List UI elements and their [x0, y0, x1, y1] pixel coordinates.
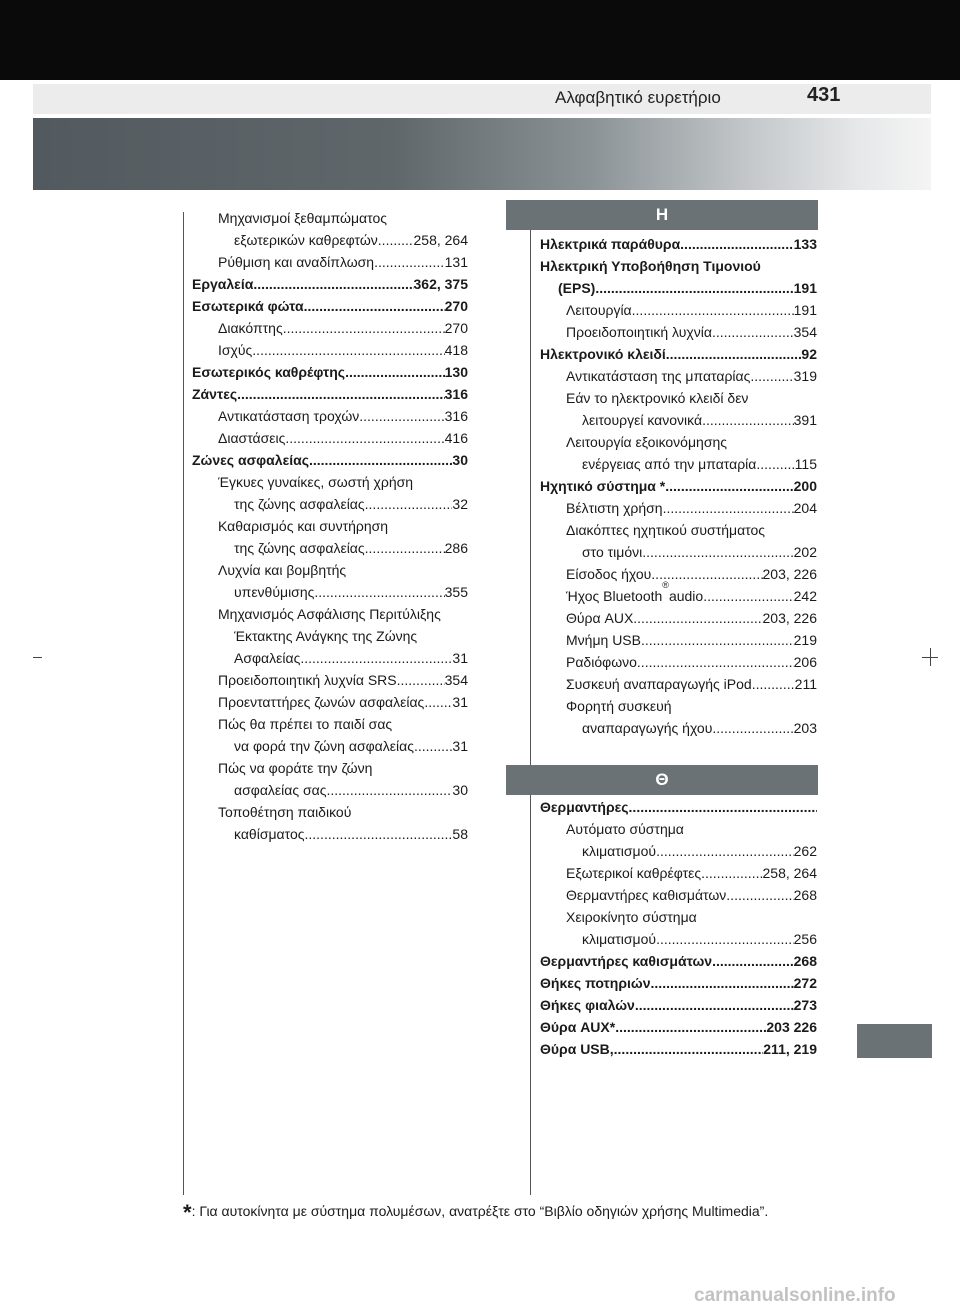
index-entry: [540, 928, 817, 950]
index-entry-text: Μηχανισμοί ξεθαμπώματος: [218, 210, 387, 226]
leader-dots: [712, 950, 794, 972]
index-page-ref: 203, 226: [762, 610, 817, 626]
index-entry: [540, 717, 817, 739]
leader-dots: [637, 651, 794, 673]
index-page-ref: 362, 375: [413, 276, 468, 292]
leader-dots: [326, 779, 452, 801]
index-page-ref: 203: [793, 720, 817, 736]
index-entry-text: Προειδοποιητική λυχνία: [566, 324, 712, 340]
index-entry-text: Φορητή συσκευή: [566, 698, 672, 714]
index-entry-text: Ηλεκτρικά παράθυρα: [540, 236, 681, 252]
leader-dots: [345, 361, 445, 383]
index-page-ref: 30: [452, 782, 468, 798]
index-page-ref: 211, 219: [763, 1041, 817, 1057]
index-page-ref: 202: [793, 544, 817, 560]
index-entry-text: Μνήμη USB: [566, 632, 641, 648]
index-entry-text: Λυχνία και βομβητής: [218, 562, 347, 578]
index-entry-text: ασφαλείας σας: [234, 782, 327, 798]
leader-dots: [632, 299, 794, 321]
index-entry-text: Πώς θα πρέπει το παιδί σας: [218, 716, 393, 732]
leader-dots: [615, 1016, 766, 1038]
index-entry-text: της ζώνης ασφαλείας: [234, 496, 365, 512]
index-entry: [540, 563, 817, 585]
index-entry: [540, 695, 817, 717]
index-entry: [540, 497, 817, 519]
leader-dots: [285, 427, 444, 449]
header-strip: [33, 84, 931, 114]
index-entry-text: Εσωτερικός καθρέφτης: [192, 364, 346, 380]
index-entry: [192, 691, 468, 713]
index-page-ref: 268: [793, 953, 817, 969]
top-black-bar: [0, 0, 960, 80]
footnote-star: *: [183, 1200, 192, 1225]
index-entry-text: Έκτακτης Ανάγκης της Ζώνης: [234, 628, 418, 644]
index-entry: [540, 431, 817, 453]
index-entry: [540, 541, 817, 563]
leader-dots: [374, 251, 445, 273]
index-entry-text: Ηλεκτρική Υποβοήθηση Τιμονιού: [540, 258, 761, 274]
index-page-ref: 31: [452, 738, 468, 754]
index-page-ref: 262: [793, 843, 817, 859]
leader-dots: [378, 229, 414, 251]
leader-dots: [237, 383, 445, 405]
index-entry: [192, 383, 468, 405]
index-entry-text: Θύρα AUX*: [540, 1019, 616, 1035]
index-entry-text: Ασφαλείας: [234, 650, 301, 666]
index-entry: [192, 229, 468, 251]
index-entry-text: κλιματισμού: [582, 843, 657, 859]
leader-dots: [629, 796, 817, 818]
index-entry: [540, 818, 817, 840]
index-entry: [192, 625, 468, 647]
index-entry-text: Θήκες φιαλών: [540, 997, 635, 1013]
page-number: 431: [807, 84, 841, 106]
index-entry: [192, 713, 468, 735]
index-entry: [192, 251, 468, 273]
index-page-ref: 31: [452, 694, 468, 710]
index-entry: [192, 317, 468, 339]
index-entry: [540, 277, 817, 299]
index-page-ref: 354: [793, 324, 817, 340]
index-entry-text: Αντικατάσταση της μπαταρίας: [566, 368, 751, 384]
index-entry-text: Διακόπτης: [218, 320, 283, 336]
index-entry-text: Προενταττήρες ζωνών ασφαλείας: [218, 694, 425, 710]
index-entry: [192, 339, 468, 361]
index-page-ref: 32: [452, 496, 468, 512]
index-entry-text: Εάν το ηλεκτρονικό κλειδί δεν: [566, 390, 749, 406]
index-entry-text: Λειτουργία εξοικονόμησης: [566, 434, 727, 450]
index-entry: [192, 647, 468, 669]
leader-dots: [614, 1038, 764, 1060]
index-entry-text: Λειτουργία: [566, 302, 632, 318]
index-entry-text: Τοποθέτηση παιδικού: [218, 804, 352, 820]
index-entry: [192, 427, 468, 449]
leader-dots: [680, 233, 793, 255]
index-page-ref: 316: [444, 408, 468, 424]
thumb-index-tab: [857, 1024, 932, 1058]
index-entry: [540, 1016, 817, 1038]
leader-dots: [712, 717, 793, 739]
leader-dots: [314, 581, 444, 603]
index-entry: [192, 537, 468, 559]
index-entry: [192, 449, 468, 471]
index-entry-text: λειτουργεί κανονικά: [582, 412, 703, 428]
index-entry-text: Θύρα USB,: [540, 1041, 614, 1057]
index-page-ref: 30: [452, 452, 468, 468]
index-page-ref: 316: [444, 386, 468, 402]
index-entry: [540, 1038, 817, 1060]
index-page-ref: 92: [801, 346, 817, 362]
index-page-ref: 203, 226: [762, 566, 817, 582]
index-entry-text: Ζώνες ασφαλείας: [192, 452, 309, 468]
leader-dots: [309, 449, 452, 471]
index-entry-text: Αυτόματο σύστημα: [566, 821, 684, 837]
index-entry: [540, 519, 817, 541]
index-entry: [540, 475, 817, 497]
index-page-ref: 130: [444, 364, 468, 380]
index-entry: [192, 603, 468, 625]
index-entry-text: Διαστάσεις: [218, 430, 286, 446]
index-entry: [192, 361, 468, 383]
leader-dots: [703, 585, 793, 607]
leader-dots: [414, 735, 452, 757]
index-entry-text: Βέλτιστη χρήση: [566, 500, 663, 516]
index-entry-text: Διακόπτες ηχητικού συστήματος: [566, 522, 766, 538]
leader-dots: [253, 273, 413, 295]
index-page-ref: 354: [444, 672, 468, 688]
footnote-text: : Για αυτοκίνητα με σύστημα πολυμέσων, ανατρέξτε στο “Βιβλίο οδηγιών χρήσης Multimedia”.: [191, 1203, 769, 1219]
index-page-ref: 204: [793, 500, 817, 516]
index-entry: [540, 884, 817, 906]
index-entry: [540, 343, 817, 365]
right-index-column-eta: [540, 233, 817, 739]
index-entry: [192, 779, 468, 801]
page-header-title: Αλφαβητικό ευρετήριο: [555, 88, 721, 107]
index-page-ref: 416: [444, 430, 468, 446]
footnote: [183, 1200, 768, 1226]
index-entry: [192, 581, 468, 603]
leader-dots: [750, 365, 793, 387]
index-page-ref: 258, 264: [762, 865, 817, 881]
index-page-ref: 418: [444, 342, 468, 358]
index-page-ref: 286: [444, 540, 468, 556]
leader-dots: [651, 972, 794, 994]
leader-dots: [666, 343, 802, 365]
index-page-ref: 133: [793, 236, 817, 252]
index-page-ref: 211: [794, 676, 817, 692]
index-entry: [192, 669, 468, 691]
index-entry: [192, 559, 468, 581]
index-entry-text: (EPS): [558, 280, 596, 296]
index-entry: [540, 629, 817, 651]
index-entry: [540, 321, 817, 343]
index-page-ref: 219: [793, 632, 817, 648]
index-entry-text: Εργαλεία: [192, 276, 254, 292]
index-entry-text: Θερμαντήρες καθισμάτων: [566, 887, 727, 903]
leader-dots: [635, 994, 794, 1016]
index-entry-text: ενέργειας από την μπαταρία: [582, 456, 757, 472]
leader-dots: [397, 669, 445, 691]
index-page-ref: 203 226: [766, 1019, 817, 1035]
leader-dots: [756, 453, 794, 475]
index-entry: [192, 405, 468, 427]
index-entry-text: Ηλεκτρονικό κλειδί: [540, 346, 666, 362]
leader-dots: [665, 475, 793, 497]
index-entry-text: Θύρα AUX: [566, 610, 634, 626]
leader-dots: [359, 405, 444, 427]
index-entry: [540, 906, 817, 928]
index-entry: [540, 673, 817, 695]
index-entry-text: Ηχητικό σύστημα *: [540, 478, 666, 494]
index-entry-text-suffix: audio: [668, 588, 704, 604]
index-entry-text: υπενθύμισης: [234, 584, 315, 600]
index-entry: [192, 515, 468, 537]
leader-dots: [656, 840, 794, 862]
index-entry: [192, 493, 468, 515]
leader-dots: [304, 295, 445, 317]
index-entry-text: Ήχος Bluetooth: [566, 588, 663, 604]
index-page-ref: 191: [793, 280, 817, 296]
index-entry-text: Ρύθμιση και αναδίπλωση: [218, 254, 375, 270]
leader-dots: [702, 409, 794, 431]
leader-dots: [300, 647, 452, 669]
leader-dots: [633, 607, 762, 629]
index-entry: [540, 299, 817, 321]
index-entry-text: Ισχύς: [218, 342, 253, 358]
leader-dots: [365, 493, 453, 515]
leader-dots: [642, 541, 793, 563]
leader-dots: [726, 884, 793, 906]
index-entry-text: Αντικατάσταση τροχών: [218, 408, 360, 424]
leader-dots: [712, 321, 794, 343]
index-entry-text: Συσκευή αναπαραγωγής iPod: [566, 676, 752, 692]
leader-dots: [641, 629, 794, 651]
index-entry-text: στο τιμόνι: [582, 544, 643, 560]
index-entry-text: Ζάντες: [192, 386, 238, 402]
index-entry-text: Εξωτερικοί καθρέφτες: [566, 865, 702, 881]
index-entry-text: εξωτερικών καθρεφτών: [234, 232, 378, 248]
leader-dots: [656, 928, 794, 950]
leader-dots: [283, 317, 445, 339]
crop-mark: [33, 657, 42, 658]
index-entry: [192, 295, 468, 317]
index-entry-text: Έγκυες γυναίκες, σωστή χρήση: [218, 474, 414, 490]
index-page-ref: 355: [444, 584, 468, 600]
index-entry-text: Ραδιόφωνο: [566, 654, 637, 670]
index-entry: [192, 757, 468, 779]
registered-mark: ®: [662, 580, 669, 590]
index-page-ref: 200: [793, 478, 817, 494]
leader-dots: [701, 862, 762, 884]
index-entry: [192, 823, 468, 845]
index-page-ref: 270: [444, 298, 468, 314]
leader-dots: [752, 673, 795, 695]
index-page-ref: 272: [793, 975, 817, 991]
index-entry: [540, 796, 817, 818]
index-entry: [540, 409, 817, 431]
index-entry-text: Πώς να φοράτε την ζώνη: [218, 760, 373, 776]
section-heading-eta: Η: [506, 200, 818, 230]
index-page-ref: 131: [444, 254, 468, 270]
index-page-ref: 273: [793, 997, 817, 1013]
index-entry-text: Είσοδος ήχου: [566, 566, 652, 582]
index-entry: [540, 255, 817, 277]
index-entry: [192, 801, 468, 823]
index-entry: [192, 735, 468, 757]
index-page-ref: 391: [793, 412, 817, 428]
index-entry-text: να φορά την ζώνη ασφαλείας: [234, 738, 414, 754]
index-entry-text: Προειδοποιητική λυχνία SRS: [218, 672, 397, 688]
right-column-rule: [530, 230, 531, 1195]
index-page-ref: 268: [793, 887, 817, 903]
index-entry-text: Θερμαντήρες: [540, 799, 629, 815]
watermark: carmanualsonline.info: [694, 1285, 896, 1306]
leader-dots: [663, 497, 794, 519]
index-page-ref: 191: [793, 302, 817, 318]
right-index-column-theta: [540, 796, 817, 1060]
index-page-ref: 256: [793, 931, 817, 947]
leader-dots: [365, 537, 445, 559]
index-entry: [540, 607, 817, 629]
index-entry: [540, 365, 817, 387]
leader-dots: [595, 277, 793, 299]
index-entry-text: Μηχανισμός Ασφάλισης Περιτύλιξης: [218, 606, 441, 622]
index-entry: [192, 207, 468, 229]
index-entry: [540, 387, 817, 409]
index-entry: [192, 471, 468, 493]
index-entry-text: κλιματισμού: [582, 931, 657, 947]
index-entry: [540, 840, 817, 862]
index-entry: [540, 233, 817, 255]
index-entry-text: Καθαρισμός και συντήρηση: [218, 518, 389, 534]
index-entry-text: Θερμαντήρες καθισμάτων: [540, 953, 713, 969]
crop-mark: [930, 648, 931, 666]
index-entry: [540, 950, 817, 972]
index-entry-text: Χειροκίνητο σύστημα: [566, 909, 697, 925]
index-entry: [540, 453, 817, 475]
leader-dots: [252, 339, 444, 361]
index-entry: [540, 651, 817, 673]
index-page-ref: 258, 264: [413, 232, 468, 248]
index-page-ref: 206: [793, 654, 817, 670]
index-entry-text: αναπαραγωγής ήχου: [582, 720, 713, 736]
leader-dots: [424, 691, 452, 713]
index-page-ref: 115: [794, 456, 817, 472]
index-entry: [540, 862, 817, 884]
index-entry: [540, 994, 817, 1016]
index-entry: [540, 580, 817, 607]
gradient-banner: [33, 118, 931, 190]
leader-dots: [305, 823, 453, 845]
index-page-ref: 242: [793, 588, 817, 604]
index-entry-text: Εσωτερικά φώτα: [192, 298, 304, 314]
index-entry: [192, 273, 468, 295]
section-heading-theta: Θ: [506, 765, 818, 795]
index-page-ref: 319: [793, 368, 817, 384]
index-entry: [540, 972, 817, 994]
index-page-ref: 58: [452, 826, 468, 842]
index-entry-text: της ζώνης ασφαλείας: [234, 540, 365, 556]
left-column-rule: [183, 212, 184, 1195]
index-page-ref: 270: [444, 320, 468, 336]
left-index-column: [192, 207, 468, 845]
index-entry-text: καθίσματος: [234, 826, 305, 842]
index-page-ref: 31: [452, 650, 468, 666]
index-entry-text: Θήκες ποτηριών: [540, 975, 651, 991]
